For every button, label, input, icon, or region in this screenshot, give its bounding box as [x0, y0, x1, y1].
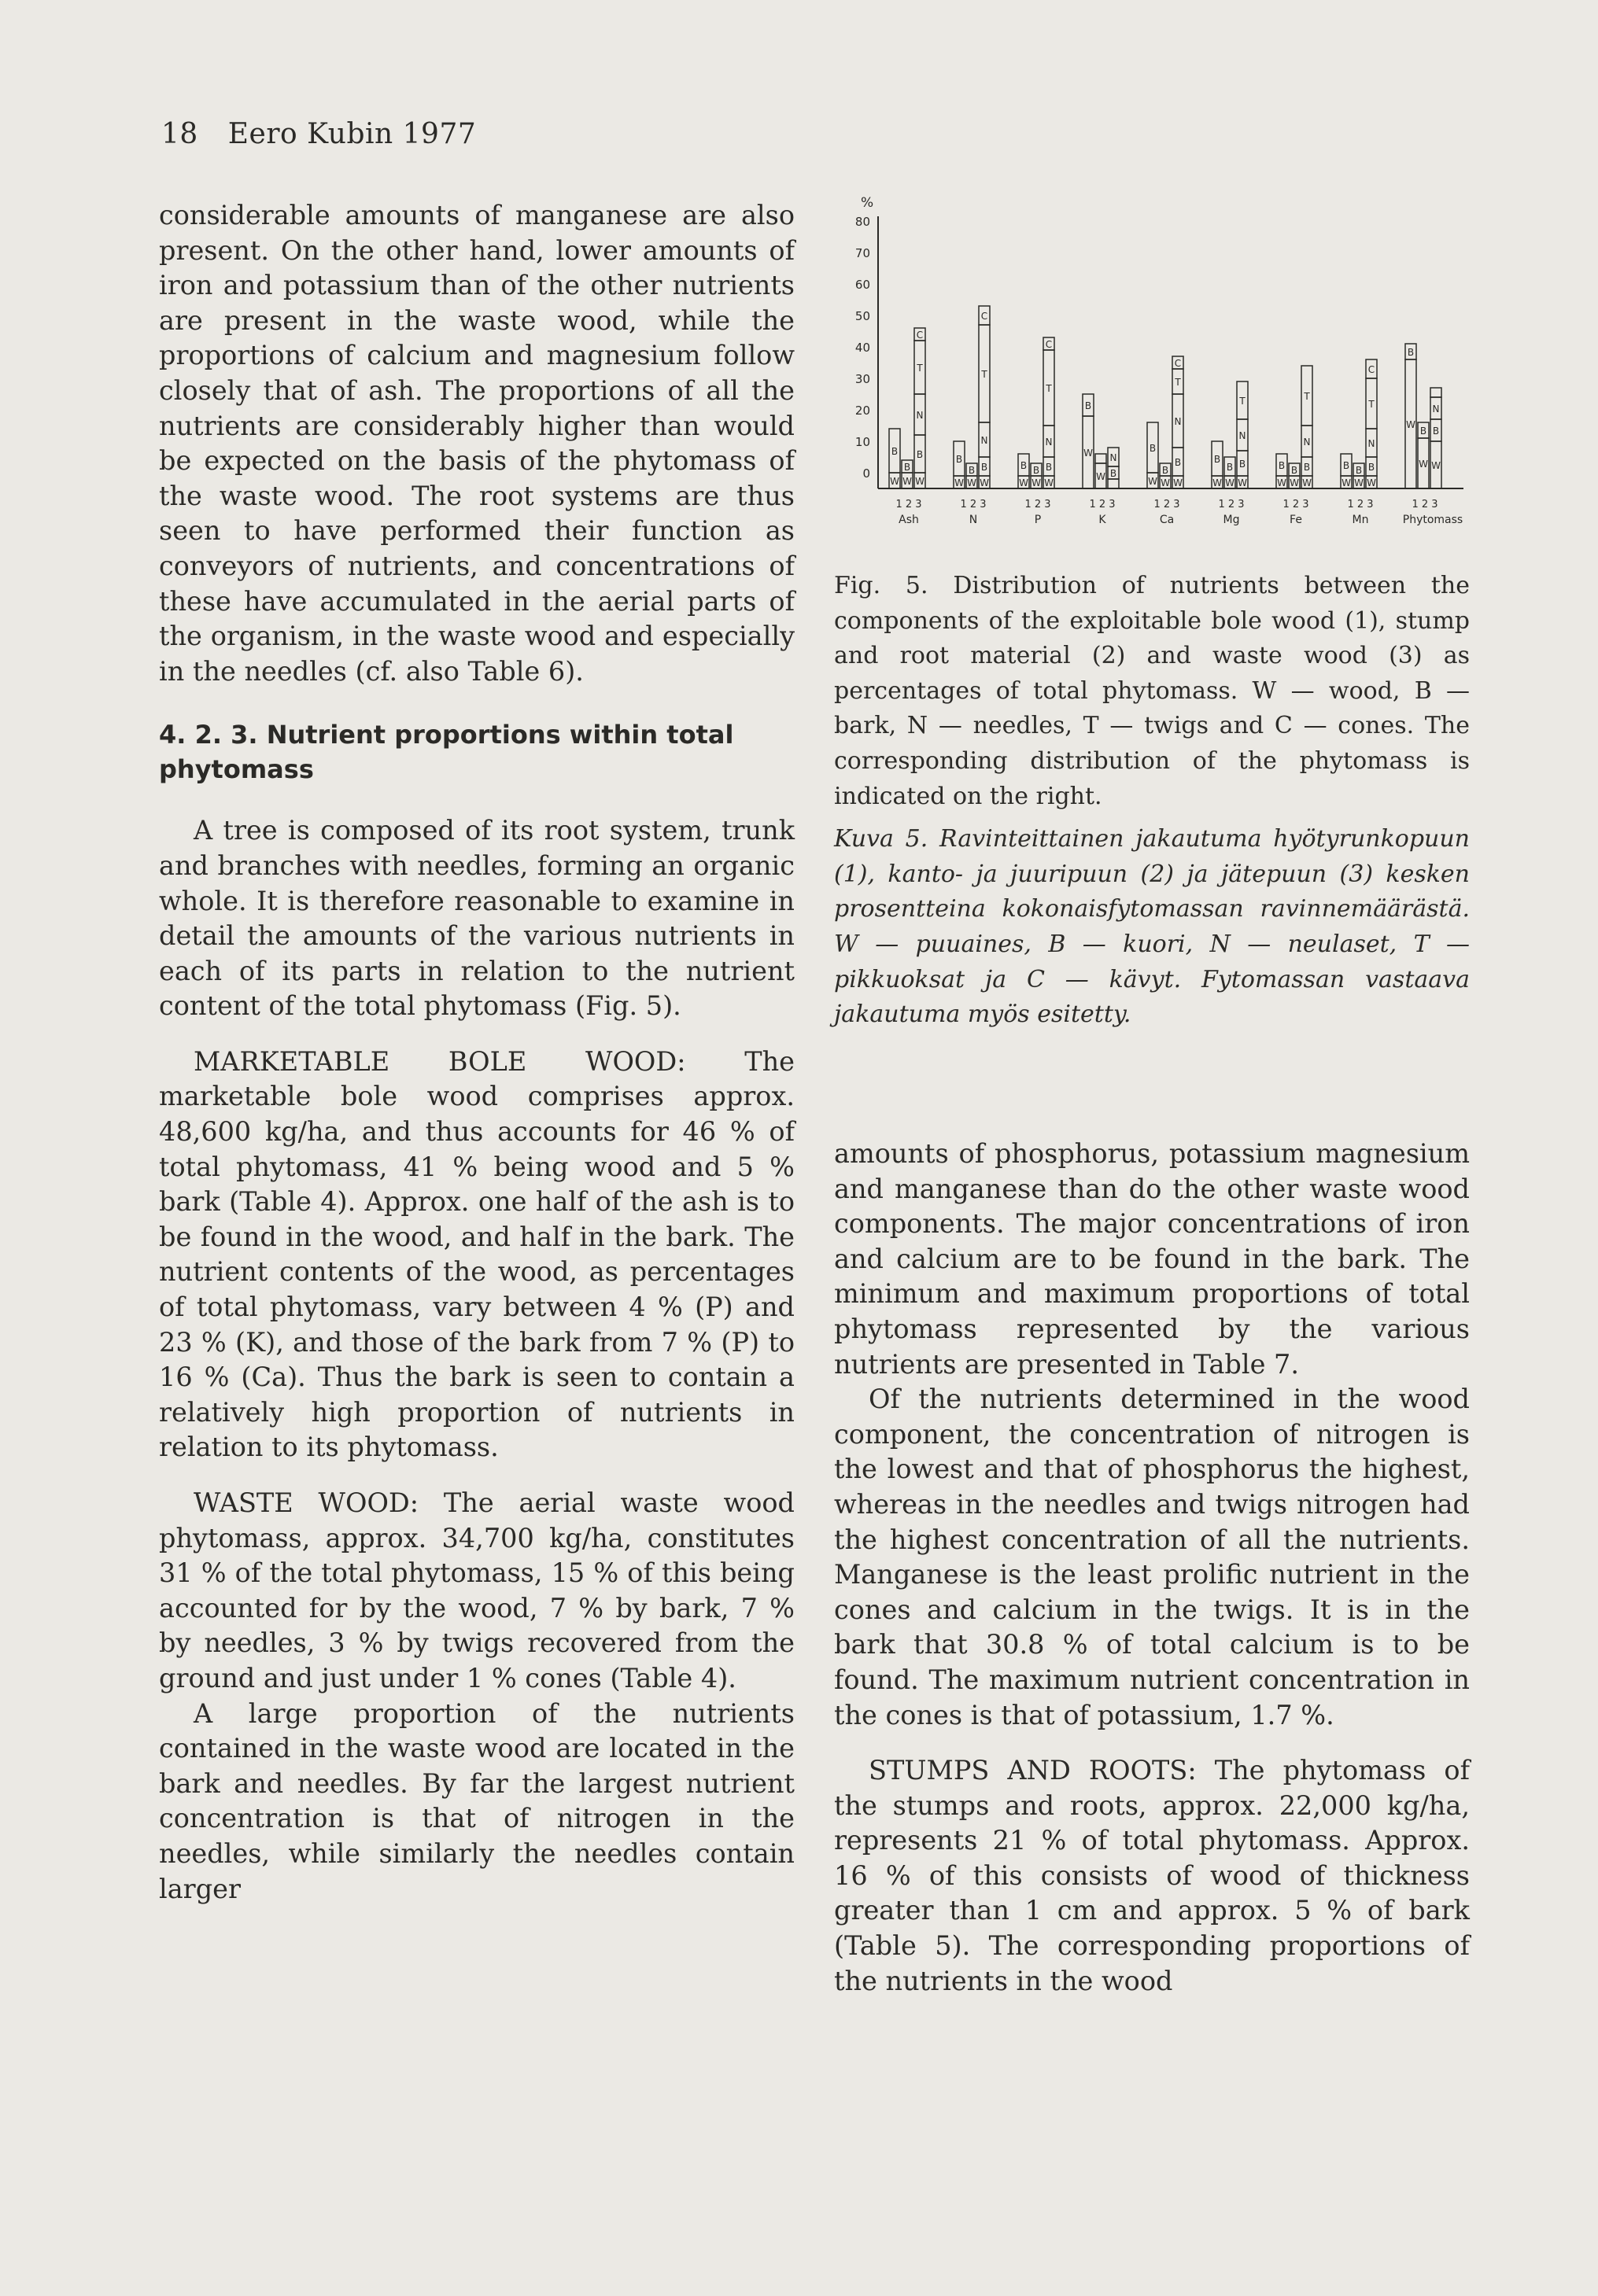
bar-segment-label: B — [1226, 462, 1234, 473]
bar-segment-label: C — [1174, 358, 1182, 369]
bar-segment-label: W — [1161, 477, 1170, 488]
paragraph-bole-wood: MARKETABLE BOLE WOOD: The marketable bole wood comprises approx. 48,600 kg/ha, and thus accounts for 46 % of total phytomass, 41 % being wood and 5 % bark (Table 4). Approx. one half of the ash is to be found in the wood, and half in the bark. The nutrient contents of the wood, as percentages of total phytomass, vary between 4 % (P) and 23 % (K), and those of the bark from 7 % (P) to 16 % (Ca). Thus the bark is seen to contain a relatively high proportion of nutrients in relation to its phytomass. — [159, 1045, 795, 1463]
bar-segment-label: W — [1044, 477, 1054, 488]
bar-segment-label: B — [1020, 460, 1028, 471]
bar-segment — [1430, 388, 1441, 397]
ytick-label: 50 — [854, 309, 870, 323]
sub-tick-label: 1 2 3 — [1153, 499, 1180, 510]
group-label-fe: Fe — [1290, 514, 1302, 526]
bar-segment-label: W — [954, 477, 964, 488]
bar-segment-label: B — [1161, 465, 1169, 476]
bar-segment-label: B — [1213, 454, 1221, 465]
bar-segment-label: W — [1212, 477, 1222, 488]
sub-tick-label: 1 2 3 — [1218, 499, 1245, 510]
y-axis-unit: % — [861, 195, 874, 211]
bar-segment-label: B — [1174, 457, 1182, 468]
bar-segment-label: W — [1302, 477, 1312, 488]
bar-segment — [1108, 479, 1119, 488]
bar-segment-label: B — [1432, 426, 1440, 437]
bar-segment-label: C — [980, 311, 988, 322]
ytick-label: 70 — [854, 246, 870, 260]
bar-groups — [889, 306, 1441, 488]
paragraph-nutrient-concentrations: Of the nutrients determined in the wood component, the concentration of nitrogen is the lowest and that of phosphorus the highest, whereas in the needles and twigs nitrogen had the highest concentration of all the nutrients. Manganese is the least prolific nutrient in the cones and calcium in the twigs. It is in the bark that 30.8 % of total calcium is to be found. The maximum nutrient concentration in the cones is that of potassium, 1.7 %. — [834, 1384, 1470, 1730]
bar-segment-label: B — [1303, 462, 1311, 473]
fig5-chart — [834, 193, 1470, 539]
group-label-mn: Mn — [1352, 514, 1369, 526]
bar-segment-label: B — [1238, 459, 1246, 470]
bar-segment-label: W — [902, 476, 912, 487]
bar-segment-label: B — [916, 449, 924, 460]
ytick-label: 10 — [854, 435, 870, 449]
ytick-label: 0 — [862, 466, 870, 481]
bar-segment-label: W — [980, 477, 989, 488]
group-label-ca: Ca — [1159, 514, 1175, 526]
bar-segment-label: B — [955, 454, 963, 465]
figure-caption — [834, 569, 1470, 1033]
sub-tick-label: 1 2 3 — [1282, 499, 1309, 510]
paragraph-waste-wood: WASTE WOOD: The aerial waste wood phytomass, approx. 34,700 kg/ha, constitutes 31 % of the total phytomass, 15 % of this being accounted for by the wood, 7 % by bark, 7 % by needles, 3 % by twigs recovered from the ground and just under 1 % cones (Table 4). — [159, 1487, 795, 1693]
bar-segment-label: W — [1019, 477, 1028, 488]
bar-segment-label: W — [1406, 419, 1415, 430]
bar-segment-label: N — [1238, 430, 1246, 441]
ytick-label: 40 — [854, 341, 870, 355]
bar-segment-label: B — [1149, 443, 1157, 454]
paragraph-stumps-roots: STUMPS AND ROOTS: The phytomass of the stumps and roots, approx. 22,000 kg/ha, represents 21 % of total phytomass. Approx. 16 % of this consists of wood of thickness greater than 1 cm and approx. 5 % of bark (Table 5). The corresponding proportions of the nutrients in the wood — [834, 1755, 1470, 1996]
sub-tick-label: 1 2 3 — [960, 499, 987, 510]
bar-segment-label: B — [1342, 460, 1350, 471]
bar-segment-label: W — [1032, 477, 1041, 488]
bar-segment-label: T — [1046, 383, 1052, 394]
bar-segment-label: B — [891, 446, 899, 457]
sub-tick-label: 1 2 3 — [1412, 499, 1438, 510]
bar-segment-label: T — [1368, 399, 1375, 410]
bar-segment-label: B — [1407, 347, 1415, 358]
bar-segment-label: W — [1342, 477, 1351, 488]
bar-segment-label: B — [1109, 468, 1117, 479]
page-number: 18 — [161, 118, 198, 150]
author-year: Eero Kubin 1977 — [227, 118, 477, 150]
bar-segment-label: N — [1303, 437, 1311, 448]
bar-segment-label: B — [1290, 465, 1298, 476]
group-label-ash: Ash — [899, 514, 919, 526]
bar-segment-label: B — [1367, 462, 1375, 473]
bar-segment — [1095, 454, 1106, 463]
bar-segment-label: N — [1432, 404, 1440, 415]
caption-finnish: Kuva 5. Ravinteittainen jakautuma hyötyrunkopuun (1), kanto- ja juuripuun (2) ja jätepuun (3) kesken prosentteina kokonaisfytomassan ravinnemäärästä. W — puuaines, B — kuori, N — neulaset, T — pikkuoksat ja C — kävyt. Fytomassan vastaava jakautuma myös esitetty. — [834, 825, 1470, 1029]
bar-segment-label: B — [980, 462, 988, 473]
bar-segment-label: B — [1084, 400, 1092, 411]
bar-segment-label: B — [1419, 426, 1427, 437]
bar-segment-label: W — [1225, 477, 1234, 488]
bar-segment-label: W — [1367, 477, 1376, 488]
bar-segment-label: B — [1045, 462, 1053, 473]
bar-segment-label: N — [916, 410, 924, 421]
paragraph-waste-nutrients: A large proportion of the nutrients contained in the waste wood are located in the bark and needles. By far the largest nutrient concentration is that of nitrogen in the needles, while similarly the needles contain larger — [159, 1697, 795, 1904]
bar-segment-label: W — [915, 476, 924, 487]
bar-segment-label: W — [967, 477, 976, 488]
ytick-label: 30 — [854, 372, 870, 386]
figure-5 — [834, 193, 1470, 562]
bar-segment-label: B — [1278, 460, 1286, 471]
bar-segment-label: B — [903, 462, 911, 473]
section-heading: 4. 2. 3. Nutrient proportions within total phytomass — [159, 720, 734, 785]
bar-segment-label: T — [981, 369, 987, 380]
bar-segment-label: T — [1239, 396, 1246, 407]
bar-segment-label: N — [1174, 416, 1182, 427]
sub-tick-label: 1 2 3 — [1089, 499, 1116, 510]
bar-segment-label: C — [916, 330, 924, 341]
group-label-n: N — [969, 514, 978, 526]
ytick-label: 20 — [854, 404, 870, 418]
left-column — [159, 198, 795, 1907]
bar-segment-label: W — [1173, 477, 1183, 488]
bar-segment-label: N — [1109, 452, 1117, 463]
paragraph-tree: A tree is composed of its root system, trunk and branches with needles, forming an organic whole. It is therefore reasonable to examine in detail the amounts of the various nutrients in each of its parts in relation to the nutrient content of the total phytomass (Fig. 5). — [159, 815, 795, 1022]
bar-segment-label: W — [1431, 460, 1441, 471]
bar-segment-label: T — [1304, 391, 1310, 402]
paragraph-intro: considerable amounts of manganese are also present. On the other hand, lower amounts of iron and potassium than of the other nutrients are present in the waste wood, while the proportions of calcium and magnesium follow closely that of ash. The proportions of all the nutrients are considerably higher than would be expected on the basis of the phytomass of the waste wood. The root systems are thus seen to have performed their function as conveyors of nutrients, and concentrations of these have accumulated in the aerial parts of the organism, in the waste wood and especially in the needles (cf. also Table 6). — [159, 200, 795, 687]
bar-segment-label: W — [1148, 476, 1157, 487]
bar-segment-label: W — [1290, 477, 1299, 488]
bar-segment-label: N — [1367, 438, 1375, 449]
bar-segment-label: B — [1355, 465, 1363, 476]
bar-segment-label: W — [1277, 477, 1286, 488]
group-label-phytomass: Phytomass — [1402, 514, 1463, 526]
bar-segment-label: B — [968, 465, 976, 476]
right-column — [834, 1137, 1470, 1999]
ytick-label: 80 — [854, 215, 870, 229]
ytick-label: 60 — [854, 278, 870, 292]
bar-segment-label: C — [1367, 364, 1375, 375]
bar-segment-label: W — [1096, 471, 1105, 482]
bar-segment-label: T — [917, 363, 923, 374]
bar-segment-label: W — [890, 476, 899, 487]
bar-segment-label: C — [1045, 339, 1053, 350]
group-label-k: K — [1098, 514, 1106, 526]
group-label-mg: Mg — [1223, 514, 1240, 526]
bar-segment-label: W — [1419, 459, 1428, 470]
sub-tick-label: 1 2 3 — [1347, 499, 1374, 510]
bar-segment-label: B — [1032, 465, 1040, 476]
bar-segment-label: W — [1354, 477, 1364, 488]
bar-segment-label: T — [1175, 377, 1181, 388]
bar-segment-label: W — [1083, 448, 1093, 459]
sub-tick-label: 1 2 3 — [1024, 499, 1051, 510]
bar-segment-label: N — [980, 435, 988, 446]
sub-tick-label: 1 2 3 — [895, 499, 922, 510]
caption-english: Fig. 5. Distribution of nutrients between the components of the exploitable bole wood (1), stump and root material (2) and waste wood (3) as percentages of total phytomass. W — wood, B — bark, N — needles, T — twigs and C — cones. The corresponding distribution of the phytomass is indicated on the right. — [834, 572, 1470, 810]
bar-segment-label: N — [1045, 437, 1053, 448]
bar-segment-label: W — [1238, 477, 1247, 488]
running-head — [161, 118, 496, 150]
group-label-p: P — [1034, 514, 1042, 526]
paragraph-waste-components: amounts of phosphorus, potassium magnesium and manganese than do the other waste wood components. The major concentrations of iron and calcium are to be found in the bark. The minimum and maximum proportions of total phytomass represented by the various nutrients are presented in Table 7. — [834, 1138, 1470, 1380]
